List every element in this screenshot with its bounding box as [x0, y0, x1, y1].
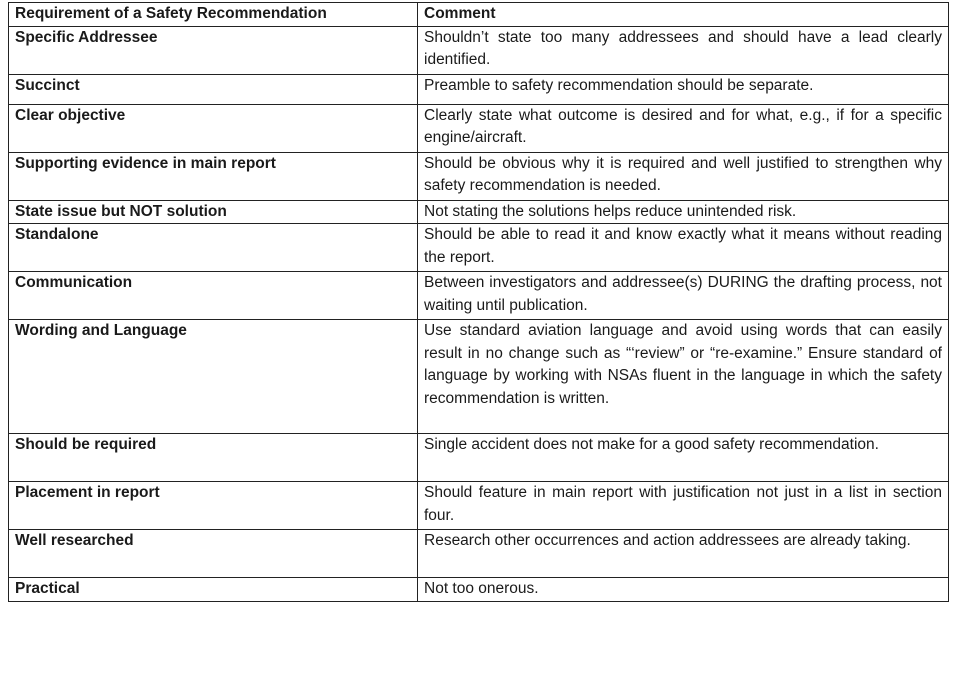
comment-cell: Single accident does not make for a good safety recommendation.	[418, 434, 949, 482]
table-row	[9, 152, 949, 200]
comment-cell: Between investigators and addressee(s) DURING the drafting process, not waiting until publication.	[418, 272, 949, 320]
comment-cell: Use standard aviation language and avoid using words that can easily result in no change such as “‘review” or “re-examine.” Ensure standard of language by working with NSAs fluent in the language in which the safety recommendation is written.	[418, 320, 949, 434]
comment-cell: Should be able to read it and know exactly what it means without reading the report.	[418, 224, 949, 272]
table-row	[9, 530, 949, 578]
table-header-row	[9, 3, 949, 27]
requirement-cell: Well researched	[9, 530, 418, 578]
table-row	[9, 74, 949, 104]
table-row	[9, 272, 949, 320]
requirement-cell: Placement in report	[9, 482, 418, 530]
requirement-cell: Wording and Language	[9, 320, 418, 434]
column-header-requirement: Requirement of a Safety Recommendation	[9, 3, 418, 27]
requirement-cell: Practical	[9, 578, 418, 602]
table-row	[9, 26, 949, 74]
comment-cell: Clearly state what outcome is desired and for what, e.g., if for a specific engine/aircraft.	[418, 104, 949, 152]
safety-recommendation-table	[8, 2, 949, 602]
requirement-cell: Clear objective	[9, 104, 418, 152]
table-row	[9, 482, 949, 530]
requirement-cell: Specific Addressee	[9, 26, 418, 74]
comment-cell: Research other occurrences and action addressees are already taking.	[418, 530, 949, 578]
table-row	[9, 578, 949, 602]
requirement-cell: Succinct	[9, 74, 418, 104]
table-row	[9, 200, 949, 224]
table-row	[9, 320, 949, 434]
comment-cell: Should feature in main report with justification not just in a list in section four.	[418, 482, 949, 530]
comment-cell: Preamble to safety recommendation should be separate.	[418, 74, 949, 104]
table-row	[9, 224, 949, 272]
requirement-cell: Communication	[9, 272, 418, 320]
table-row	[9, 104, 949, 152]
comment-cell: Should be obvious why it is required and well justified to strengthen why safety recommendation is needed.	[418, 152, 949, 200]
requirement-cell: Should be required	[9, 434, 418, 482]
comment-cell: Shouldn’t state too many addressees and should have a lead clearly identified.	[418, 26, 949, 74]
requirement-cell: Supporting evidence in main report	[9, 152, 418, 200]
requirement-cell: Standalone	[9, 224, 418, 272]
column-header-comment: Comment	[418, 3, 949, 27]
comment-cell: Not stating the solutions helps reduce unintended risk.	[418, 200, 949, 224]
table-row	[9, 434, 949, 482]
table-body	[9, 26, 949, 602]
comment-cell: Not too onerous.	[418, 578, 949, 602]
requirement-cell: State issue but NOT solution	[9, 200, 418, 224]
